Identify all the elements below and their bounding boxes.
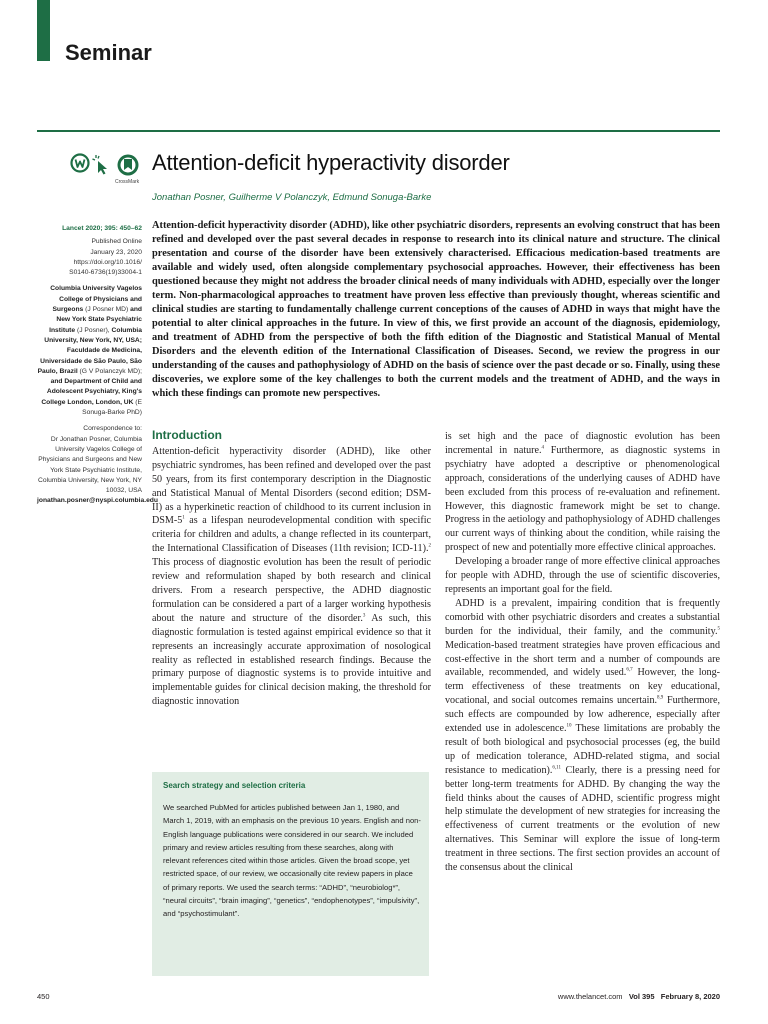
reference-marker[interactable]: 4 bbox=[541, 445, 545, 451]
section-label: Seminar bbox=[65, 40, 152, 65]
paragraph: Attention-deficit hyperactivity disorder (ADHD), like other psychiatric syndromes, has been refined and developed over the past 50 years, from its first contemporary description in the Diagnostic and Statistical Manual of Mental Disorders (second edition; DSM-II) as a hyperkinetic reaction of childhood to its current inclusion in DSM-$5^1$ as a lifespan neurodevelopmental condition with specific criteria for children and adults, a change reflected in its counterpart, the International Classification of Diseases (11th revision; ICD-11).$^2$ This process of diagnostic evolution has been the result of periodic review and reformulation shaped by both research and clinical drivers. From a research perspective, the ADHD diagnostic formulation can be considered a part of a larger working hypothesis about the nature and structure of the disorder.$^3$ As such, this diagnostic formulation is tested against empirical evidence so that it represents an increasingly accurate approximation of nosological reality as reflected in established research findings. Because the primary purpose of diagnostic systems is to provide intuitive and implementable guides for clinical decision making, the threshold for diagnostic innovation bbox=[152, 445, 432, 708]
body-column-left bbox=[152, 429, 431, 709]
page-number: 450 bbox=[37, 992, 50, 1001]
correspondence-email[interactable]: jonathan.posner@nyspi.columbia.edu bbox=[37, 497, 158, 505]
reference-marker[interactable]: 10 bbox=[566, 723, 572, 729]
section-color-bar bbox=[37, 0, 50, 61]
article-badges bbox=[70, 151, 146, 189]
reference-marker[interactable]: 6,11 bbox=[552, 765, 561, 771]
panel-body: We searched PubMed for articles published between Jan 1, 1980, and March 1, 2019, with an emphasis on the previous 10 years. English and non-English language publications were considered in our search. We included primary and review articles resulting from these searches, along with relevant references cited within those articles. Given the broad scope, yet restricted space, of our review, we occasionally cite review papers in place of primary reports. We used the search terms: “ADHD”, “neurobiolog*”, “neural circuits”, “brain imaging”, “genetics”, “endophenotypes”, “impulsivity”, and “psychostimulant”. bbox=[163, 803, 421, 919]
journal-site-link[interactable]: www.thelancet.com bbox=[557, 992, 623, 1001]
paragraph: Developing a broader range of more effective clinical approaches for people with ADHD, through the use of scientific discoveries, represents an important goal for the field. bbox=[445, 556, 720, 595]
journal-date: February 8, 2020 bbox=[660, 992, 720, 1001]
paragraph: ADHD is a prevalent, impairing condition that is frequently comorbid with other psychiatric disorders and creates a substantial burden for the individual, their family, and the community.$^5$ Medication-based treatment strategies have proven efficacious and cost-effective in the short term and a number of compounds are available, recommended, and widely used.$^{6,7}$ However, the long-term effectiveness of these treatments on key educational, vocational, and social outcomes remains uncertain.$^{8,9}$ Furthermore, such effects are compounded by low adherence, especially after extended use in adolescence.$^{10}$ These limitations are probably the result of both biological and psychosocial processes (eg, the build up of medication tolerance, ADHD-related stigma, and social resistance to medication).$^{6,11}$ Clearly, there is a pressing need for better long-term treatments for ADHD. By changing the way the field thinks about the causes of ADHD, scientific progress might help stimulate the development of new strategies for increasing the effectiveness of current treatments or the evolution of new alternatives. This Seminar will explore the issue of long-term treatment in three sections. The first section provides an account of the consensus about the clinical bbox=[445, 597, 721, 874]
crossmark-label: CrossMark bbox=[115, 179, 140, 185]
article-title: Attention-deficit hyperactivity disorder bbox=[152, 150, 510, 175]
publication-info: Published Online January 23, 2020 https://doi.org/10.1016/ S0140-6736(19)33004-1 bbox=[69, 238, 142, 277]
doi-link-cont[interactable]: S0140-6736(19)33004-1 bbox=[69, 269, 142, 277]
citation-line: Lancet 2020; 395: 450–62 bbox=[62, 225, 142, 232]
crossmark-icon[interactable] bbox=[116, 153, 140, 177]
abstract: Attention-deficit hyperactivity disorder (ADHD), like other psychiatric disorders, represents an evolving construct that has been refined and developed over the past several decades in response to research into its clinical nature and structure. The clinical presentation and course of the disorder have been extensively characterised. Efficacious medication-based treatments are available and widely used, often alongside complementary psychosocial approaches. However, their effectiveness has been questioned because they might not address the broader clinical needs of many individuals with ADHD, especially over the longer term. Non-pharmacological approaches to treatment have proven less effective than previously thought, whereas scientific and clinical studies are starting to fundamentally challenge current conceptions of the causes of ADHD in ways that might have the potential to alter clinical approaches in the future. In view of this, we first provide an account of the diagnosis, epidemiology, and treatment of ADHD from the perspective of both the fifth edition of the Diagnostic and Statistical Manual of Mental Disorders and the eleventh edition of the International Classification of Diseases. Second, we review the progress in our understanding of the causes and pathophysiology of ADHD on the basis of science over the past decade or so. Finally, using these discoveries, we explore some of the key challenges to both the current models and the treatment of ADHD, and the ways in which these findings can promote new perspectives. bbox=[152, 220, 720, 399]
article-sidebar bbox=[37, 224, 158, 513]
reference-marker[interactable]: 3 bbox=[362, 613, 366, 619]
panel-title: Search strategy and selection criteria bbox=[163, 781, 306, 790]
cursor-click-icon[interactable] bbox=[92, 153, 112, 175]
open-access-icon[interactable] bbox=[70, 153, 90, 173]
reference-marker[interactable]: 1 bbox=[182, 516, 185, 522]
section-heading: Introduction bbox=[152, 428, 222, 442]
author-affiliations: Columbia University Vagelos College of Physicians and Surgeons (J Posner MD) and New York State Psychiatric Institute (J Posner), Columbia University, New York, NY, USA; Faculdade de Medicina, Universidade de São Paulo, São Paulo, Brazil (G V Polanczyk MD); and Department of Child and Adolescent Psychiatry, King's College London, London, UK (E Sonuga-Barke PhD) bbox=[37, 285, 142, 417]
paragraph: is set high and the pace of diagnostic evolution has been incremental in nature.$^4$ Furthermore, as diagnostic systems in psychiatry have adopted a descriptive or phenomenological approach, considerations of the underlying causes of ADHD have been excluded from this process of re-evaluation and refinement. However, this diagnostic framework might be set to change. Progress in the aetiology and pathophysiology of ADHD challenges our current ways of thinking about the condition, while raising the prospect of new and potentially more effective clinical approaches. bbox=[445, 431, 721, 554]
doi-link[interactable]: https://doi.org/10.1016/ bbox=[73, 258, 142, 266]
reference-marker[interactable]: 8,9 bbox=[657, 695, 664, 701]
reference-marker[interactable]: 2 bbox=[428, 543, 431, 549]
journal-footer bbox=[558, 992, 720, 1001]
reference-marker[interactable]: 5 bbox=[717, 626, 720, 632]
correspondence: Correspondence to: Dr Jonathan Posner, Columbia University Vagelos College of Physicians and Surgeons and New York State Psychiatric Institute, Columbia University, New York, NY 10032, USA jonathan.posner@nyspi.columbia.edu bbox=[37, 425, 158, 505]
reference-marker[interactable]: 6,7 bbox=[626, 668, 633, 674]
article-authors: Jonathan Posner, Guilherme V Polanczyk, Edmund Sonuga-Barke bbox=[152, 192, 432, 203]
header-rule bbox=[37, 130, 720, 132]
journal-volume: Vol 395 bbox=[628, 992, 655, 1001]
search-strategy-panel bbox=[152, 772, 429, 976]
body-column-right bbox=[445, 430, 720, 875]
